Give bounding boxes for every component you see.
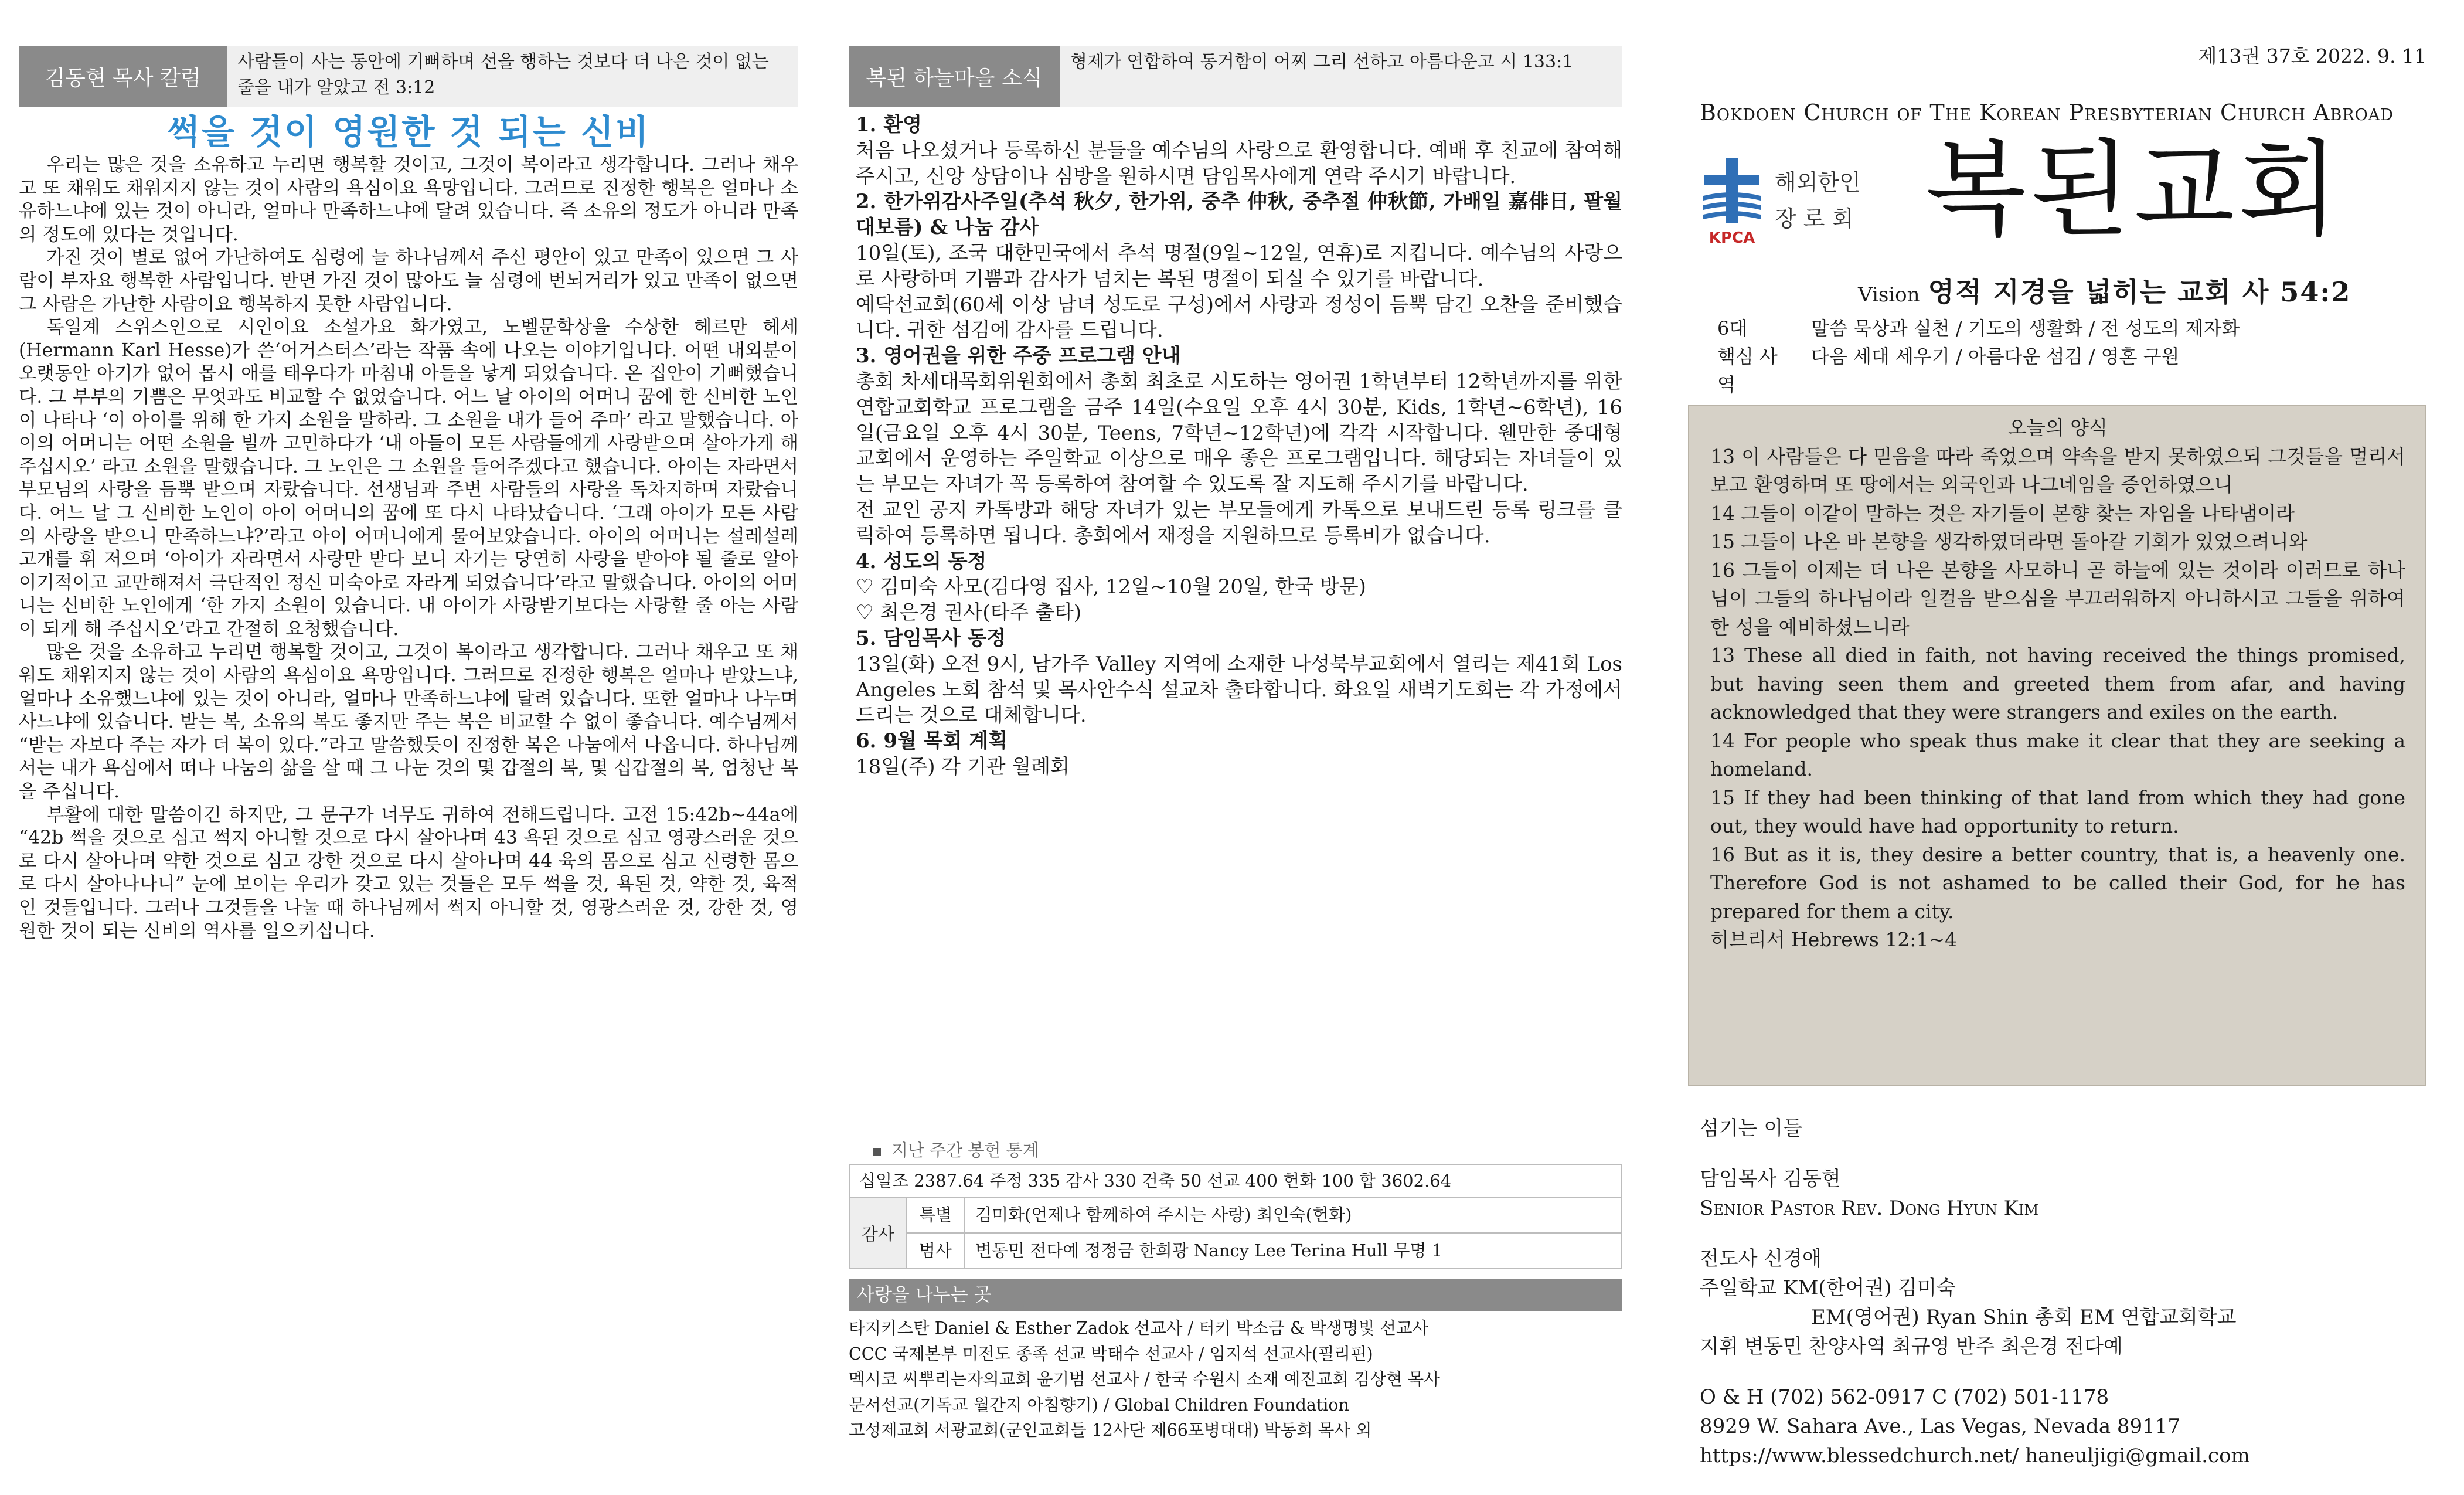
news-item: 처음 나오셨거나 등록하신 분들을 예수님의 사랑으로 환영합니다. 예배 후 친교에 참여해 주시고, 신앙 상담이나 심방을 원하시면 담임목사에게 연락 주시기 바랍니다. — [856, 138, 1622, 188]
core-ministries-label: 6대 — [1717, 317, 1748, 339]
music-ministers: 지휘 변동민 찬양사역 최규영 반주 최은경 전다예 — [1700, 1335, 2123, 1358]
staff-section — [1700, 1114, 2426, 1470]
daily-bread-box — [1688, 405, 2426, 1086]
scripture-reference: 히브리서 Hebrews 12:1~4 — [1710, 928, 1958, 951]
news-heading: 3. 영어권을 위한 주중 프로그램 안내 — [856, 344, 1181, 368]
essay-paragraph: 독일계 스위스인으로 시인이요 소설가요 화가였고, 노벨문학상을 수상한 헤르만 헤세(Hermann Karl Hesse)가 쓴‘어거스터스’라는 작품 속에 나오는 이야기입니다. 어떤 내외분이 오랫동안 아기가 없어 몹시 애를 태우다가 마침내 아들을 낳게 되었습니다. 온 집안이 기뻐했습니다. 그 부부의 기쁨은 무엇과도 비교할 수 없었습니다. 어느 날 아이의 어머니 꿈에 한 신비한 노인이 나타나 ‘이 아이를 위해 한 가지 소원을 말하라. 그 소원을 내가 들어 주마’ 라고 말했습니다. 아이의 어머니는 어떤 소원을 빌까 고민하다가 ‘내 아들이 모든 사람들에게 사랑받으며 살아가게 해 주십시오’ 라고 소원을 말했습니다. 그 노인은 그 소원을 들어주겠다고 했습니다. 아이는 자라면서 부모님의 사랑을 듬뿍 받으며 자랐습니다. 선생님과 주변 사람들의 사랑을 독차지하며 자랐습니다. 어느 날 그 신비한 노인이 아이 어머니의 꿈에 또 다시 나타났습니다. ‘그래 아이가 모든 사람의 사랑을 받으니 만족하느냐?’라고 아이 어머니에게 물어보았습니다. 아이의 어머니는 설레설레 고개를 휘 저으며 ‘아이가 자라면서 사랑만 받다 보니 자기는 당연히 사랑을 받아야 될 줄로 알아 이기적이고 교만해져서 극단적인 정신 미숙아로 자라게 되었습니다’라고 말했습니다. 아이의 어머니는 신비한 노인에게 ‘한 가지 소원이 있습니다. 내 아이가 사랑받기보다는 사랑할 줄 아는 사람이 되게 해 주십시오’라고 간절히 요청했습니다. — [19, 317, 798, 640]
gift-names: 변동민 전다예 정정금 한희광 Nancy Lee Terina Hull 무명 1 — [975, 1241, 1443, 1260]
news-heading: 2. 한가위감사주일(추석 秋夕, 한가위, 중추 仲秋, 중추절 仲秋節, 가배일 嘉俳日, 팔월대보름) & 나눔 감사 — [856, 190, 1622, 240]
news-item: 예닥선교회(60세 이상 남녀 성도로 구성)에서 사랑과 정성이 듬뿍 담긴 오찬을 준비했습니다. 귀한 섬김에 감사를 드립니다. — [856, 293, 1622, 342]
kpca-logo-label: KPCA — [1709, 229, 1755, 247]
essay-paragraph: 우리는 많은 것을 소유하고 누리면 행복할 것이고, 그것이 복이라고 생각합니다. 그러나 채우고 또 채워도 채워지지 않는 것이 사람의 욕심이요 욕망입니다. 그러므로 진정한 행복은 얼마나 소유하느냐에 있는 것이 아니라, 얼마나 만족하느냐에 달려 있습니다. 즉 소유의 정도가 아니라 만족의 정도에 있다는 것입니다. — [19, 154, 798, 245]
news-heading: 4. 성도의 동정 — [856, 549, 987, 573]
list-item: 고성제교회 서광교회(군인교회들 12사단 제66포병대대) 박동희 목사 외 — [849, 1421, 1372, 1440]
gift-category: 특별 — [907, 1198, 965, 1232]
list-item: CCC 국제본부 미전도 종족 선교 박태수 선교사 / 임지석 선교사(필리핀) — [849, 1344, 1373, 1364]
core-ministries-line: 말씀 묵상과 실천 / 기도의 생활화 / 전 성도의 제자화 — [1811, 317, 2240, 339]
column-church-news — [849, 0, 1622, 1495]
staff-title: 섬기는 이들 — [1700, 1117, 1803, 1140]
sunday-school-km: 주일학교 KM(한어권) 김미숙 — [1700, 1276, 1956, 1300]
sunday-school-em: EM(영어권) Ryan Shin 총회 EM 연합교회학교 — [1811, 1306, 2237, 1329]
list-item: 타지키스탄 Daniel & Esther Zadok 선교사 / 터키 박소금 & 박생명빛 선교사 — [849, 1319, 1429, 1338]
square-bullet-icon — [873, 1148, 881, 1156]
thanks-offering-block — [850, 1198, 1621, 1268]
essay-body — [19, 154, 798, 943]
church-address: 8929 W. Sahara Ave., Las Vegas, Nevada 89117 — [1700, 1415, 2181, 1438]
offering-stats-label: 지난 주간 봉헌 통계 — [891, 1140, 1039, 1160]
table-row — [907, 1198, 1621, 1232]
core-ministries-line: 다음 세대 세우기 / 아름다운 섬김 / 영혼 구원 — [1811, 345, 2180, 368]
news-header — [849, 46, 1622, 107]
phone-numbers: O & H (702) 562-0917 C (702) 501-1178 — [1700, 1385, 2109, 1409]
kpca-cross-logo — [1700, 155, 1764, 254]
news-item: 10일(토), 조국 대한민국에서 추석 명절(9일~12일, 연휴)로 지킵니다. 예수님의 사랑으로 사랑하며 기쁨과 감사가 넘치는 복된 명절이 되실 수 있기를 바랍니다. — [856, 241, 1622, 291]
table-row — [907, 1232, 1621, 1268]
gift-names: 김미화(언제나 함께하여 주시는 사랑) 최인숙(헌화) — [975, 1205, 1352, 1225]
offering-stats-heading — [873, 1137, 1039, 1161]
essay-header-verse: 사람들이 사는 동안에 기뻐하며 선을 행하는 것보다 더 나은 것이 없는 줄을 내가 알았고 전 3:12 — [227, 46, 798, 107]
news-heading: 1. 환영 — [856, 113, 923, 137]
offering-stats-table — [849, 1164, 1622, 1269]
vision-statement — [1858, 271, 2351, 310]
kpca-line: 해외한인 — [1775, 169, 1861, 195]
scripture-verse: 16 그들이 이제는 더 나은 본향을 사모하니 곧 하늘에 있는 것이라 이러므로 하나님이 그들의 하나님이라 일컬음 받으심을 부끄러워하지 아니하시고 그들을 위하여 한 성을 예비하셨느니라 — [1710, 558, 2405, 638]
essay-header — [19, 46, 798, 107]
senior-pastor-ko: 담임목사 김동현 — [1700, 1167, 1841, 1191]
scripture-verse: 13 이 사람들은 다 믿음을 따라 죽었으며 약속을 받지 못하였으되 그것들을 멀리서 보고 환영하며 또 땅에서는 외국인과 나그네임을 증언하였으니 — [1710, 444, 2405, 496]
issue-number-date: 제13권 37호 2022. 9. 11 — [2198, 45, 2426, 67]
core-ministries — [1717, 314, 2426, 399]
website-email: https://www.blessedchurch.net/ haneuljigi@gmail.com — [1700, 1444, 2250, 1467]
news-header-verse: 형제가 연합하여 동거함이 어찌 그리 선하고 아름다운고 시 133:1 — [1060, 46, 1622, 107]
scripture-verse: 14 그들이 이같이 말하는 것은 자기들이 본향 찾는 자임을 나타냄이라 — [1710, 501, 2295, 525]
column-masthead — [1688, 0, 2426, 1495]
news-item: 전 교인 공지 카톡방과 해당 자녀가 있는 부모들에게 카톡으로 보내드린 등록 링크를 클릭하여 등록하면 됩니다. 총회에서 재정을 지원하므로 등록비가 없습니다. — [856, 498, 1622, 548]
news-header-label: 복된 하늘마을 소식 — [849, 46, 1060, 107]
essay-paragraph: 가진 것이 별로 없어 가난하여도 심령에 늘 하나님께서 주신 평안이 있고 만족이 있으면 그 사람이 부자요 행복한 사람입니다. 반면 가진 것이 많아도 늘 심령에 번뇌거리가 있고 만족이 없으면 그 사람은 가난한 사람이요 행복하지 못한 사람입니다. — [19, 247, 798, 315]
news-item: 총회 차세대목회위원회에서 총회 최초로 시도하는 영어권 1학년부터 12학년까지를 위한 연합교회학교 프로그램을 금주 14일(수요일 오후 4시 30분, Kids, 1학년~6학년), 16일(금요일 오후 4시 30분, Teens, 7학년~12학년)에 각각 시작합니다. 웬만한 중대형 교회에서 운영하는 주일학교 이상으로 매우 좋은 프로그램입니다. 해당되는 자녀들이 있는 부모는 자녀가 꼭 등록하여 참여할 수 있도록 잘 지도해 주시기를 바랍니다. — [856, 369, 1622, 497]
scripture-verse: 15 If they had been thinking of that land from which they had gone out, they would have had opportunity to return. — [1710, 786, 2405, 837]
senior-pastor-en: Senior Pastor Rev. Dong Hyun Kim — [1700, 1197, 2039, 1220]
column-pastor-essay — [19, 0, 798, 1495]
scripture-verse: 14 For people who speak thus make it clear that they are seeking a homeland. — [1710, 729, 2405, 780]
missions-support-list — [849, 1316, 1622, 1443]
vision-text: 영적 지경을 넓히는 교회 사 54:2 — [1928, 276, 2351, 308]
thanks-offering-header: 감사 — [850, 1198, 907, 1268]
kpca-line: 장 로 회 — [1775, 206, 1854, 232]
scripture-verse: 13 These all died in faith, not having received the things promised, but having seen them and greeted them from afar, and having acknowledged that they were strangers and exiles on the earth. — [1710, 644, 2405, 723]
essay-title: 썩을 것이 영원한 것 되는 신비 — [166, 112, 651, 152]
church-english-name: Bokdoen Church of The Korean Presbyterian Church Abroad — [1700, 100, 2394, 125]
daily-bread-title: 오늘의 양식 — [2008, 416, 2108, 439]
gift-category: 범사 — [907, 1234, 965, 1268]
kpca-korean-name — [1775, 164, 1861, 237]
cross-horizontal-icon — [1704, 175, 1759, 185]
news-list — [856, 113, 1622, 780]
news-heading: 5. 담임목사 동정 — [856, 626, 1006, 650]
essay-header-label: 김동현 목사 칼럼 — [19, 46, 227, 107]
news-item: ♡ 최은경 권사(타주 출타) — [856, 601, 1082, 625]
list-item: 문서선교(기독교 월간지 아침향기) / Global Children Foundation — [849, 1395, 1349, 1415]
scripture-verse: 15 그들이 나온 바 본향을 생각하였더라면 돌아갈 기회가 있었으려니와 — [1710, 530, 2308, 553]
news-item: 18일(주) 각 기관 월례회 — [856, 755, 1070, 779]
news-item: ♡ 김미숙 사모(김다영 집사, 12일~10월 20일, 한국 방문) — [856, 575, 1366, 599]
essay-paragraph: 부활에 대한 말씀이긴 하지만, 그 문구가 너무도 귀하여 전해드립니다. 고전 15:42b~44a에 “42b 썩을 것으로 심고 썩지 아니할 것으로 다시 살아나며 43 욕된 것으로 심고 영광스러운 것으로 다시 살아나며 약한 것으로 심고 강한 것으로 다시 살아나며 44 육의 몸으로 심고 신령한 몸으로 다시 살아나나니” 눈에 보이는 우리가 갖고 있는 것들은 모두 썩을 것, 욕된 것, 약한 것, 육적인 것들입니다. 그러나 그것들을 나눌 때 하나님께서 썩지 아니할 것, 영광스러운 것, 강한 것, 영원한 것이 되는 신비의 역사를 일으키십니다. — [19, 804, 798, 942]
offering-totals-row: 십일조 2387.64 주정 335 감사 330 건축 50 선교 400 헌화 100 합 3602.64 — [850, 1165, 1621, 1198]
news-heading: 6. 9월 목회 계획 — [856, 729, 1008, 753]
list-item: 멕시코 씨뿌리는자의교회 윤기범 선교사 / 한국 수원시 소재 예진교회 김상현 목사 — [849, 1370, 1440, 1389]
vision-label: Vision — [1858, 283, 1920, 307]
core-ministries-label: 핵심 사역 — [1717, 345, 1778, 396]
missions-support-heading: 사랑을 나누는 곳 — [849, 1279, 1622, 1311]
evangelist: 전도사 신경애 — [1700, 1247, 1822, 1270]
church-title: 복된교회 — [1925, 129, 2343, 250]
scripture-verse: 16 But as it is, they desire a better country, that is, a heavenly one. Therefore God is not ashamed to be called their God, for he has prepared for them a city. — [1710, 842, 2405, 923]
essay-paragraph: 많은 것을 소유하고 누리면 행복할 것이고, 그것이 복이라고 생각합니다. 그러나 채우고 또 채워도 채워지지 않는 것이 사람의 욕심이요 욕망입니다. 그러므로 진정한 행복은 얼마나 받았느냐, 얼마나 소유했느냐에 있는 것이 아니라, 얼마나 만족하느냐에 달려 있습니다. 또한 얼마나 나누며 사느냐에 있습니다. 받는 복, 소유의 복도 좋지만 주는 복은 비교할 수 없이 좋습니다. 예수님께서 “받는 자보다 주는 자가 더 복이 있다.”라고 말씀했듯이 진정한 복은 나눔에서 나옵니다. 하나님께서는 내가 욕심에서 떠나 나눔의 삶을 살 때 그 나눈 것의 몇 갑절의 복, 몇 십갑절의 복, 엄청난 복을 주십니다. — [19, 641, 798, 803]
news-item: 13일(화) 오전 9시, 남가주 Valley 지역에 소재한 나성북부교회에서 열리는 제41회 Los Angeles 노회 참석 및 목사안수식 설교차 출타합니다. 화요일 새벽기도회는 각 가정에서 드리는 것으로 대체합니다. — [856, 652, 1622, 728]
